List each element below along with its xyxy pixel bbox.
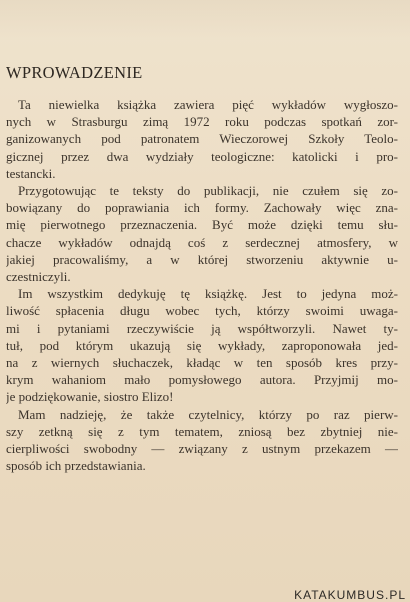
text-line: tuł, pod którym ukazują się wykłady, zaproponowała jed- [6,337,398,353]
text-line: Ta niewielka książka zawiera pięć wykładów wygłoszo- [18,97,398,112]
text-line: liwość spłacenia długu wobec tych, którzy swoimi uwaga- [6,303,398,319]
text-line: na z wiernych słuchaczek, kładąc w ten sposób kres przy- [6,355,398,371]
text-line: mię pierwotnego przeznaczenia. Być może dzięki temu słu- [6,217,398,233]
text-line: ganizowanych pod patronatem Wieczorowej Szkoły Teolo- [6,131,398,147]
text-line: jakiej pracowaliśmy, a w której stworzeniu aktywnie u- [6,251,398,267]
text-line: testancki. [6,165,56,181]
text-line: je podziękowanie, siostro Elizo! [6,389,174,405]
text-line: mi i pytaniami rzeczywiście ją współtworzyli. Nawet ty- [6,320,398,336]
text-line: czestniczyli. [6,269,71,285]
text-line: Mam nadzieję, że także czytelnicy, którzy po raz pierw- [18,406,398,422]
watermark: KATAKUMBUS.PL [294,588,406,602]
introduction-text [6,96,398,474]
text-line: Przygotowując te teksty do publikacji, nie czułem się zo- [18,183,398,199]
text-line: chacze wykładów odnajdą coś z serdecznej atmosfery, w [6,234,398,250]
text-line: gicznej przez dwa wydziały teologiczne: katolicki i pro- [6,148,398,164]
text-line: nych w Strasburgu zimą 1972 roku podczas spotkań zor- [6,114,398,130]
text-line: sposób ich przedstawiania. [6,458,146,474]
text-line: krym wahaniom mało pomysłowego autora. Przyjmij mo- [6,372,398,388]
page-top-shadow [0,0,410,40]
text-line: bowiązany do poprawiania ich formy. Zachowały więc zna- [6,200,398,216]
text-line: szy zetkną się z tym tematem, zniosą bez zbytniej nie- [6,423,398,439]
text-line: cierpliwości swobodny — związany z ustnym przekazem — [6,441,398,457]
chapter-heading: WPROWADZENIE [6,63,143,82]
text-line: Im wszystkim dedykuję tę książkę. Jest to jedyna moż- [18,286,398,302]
